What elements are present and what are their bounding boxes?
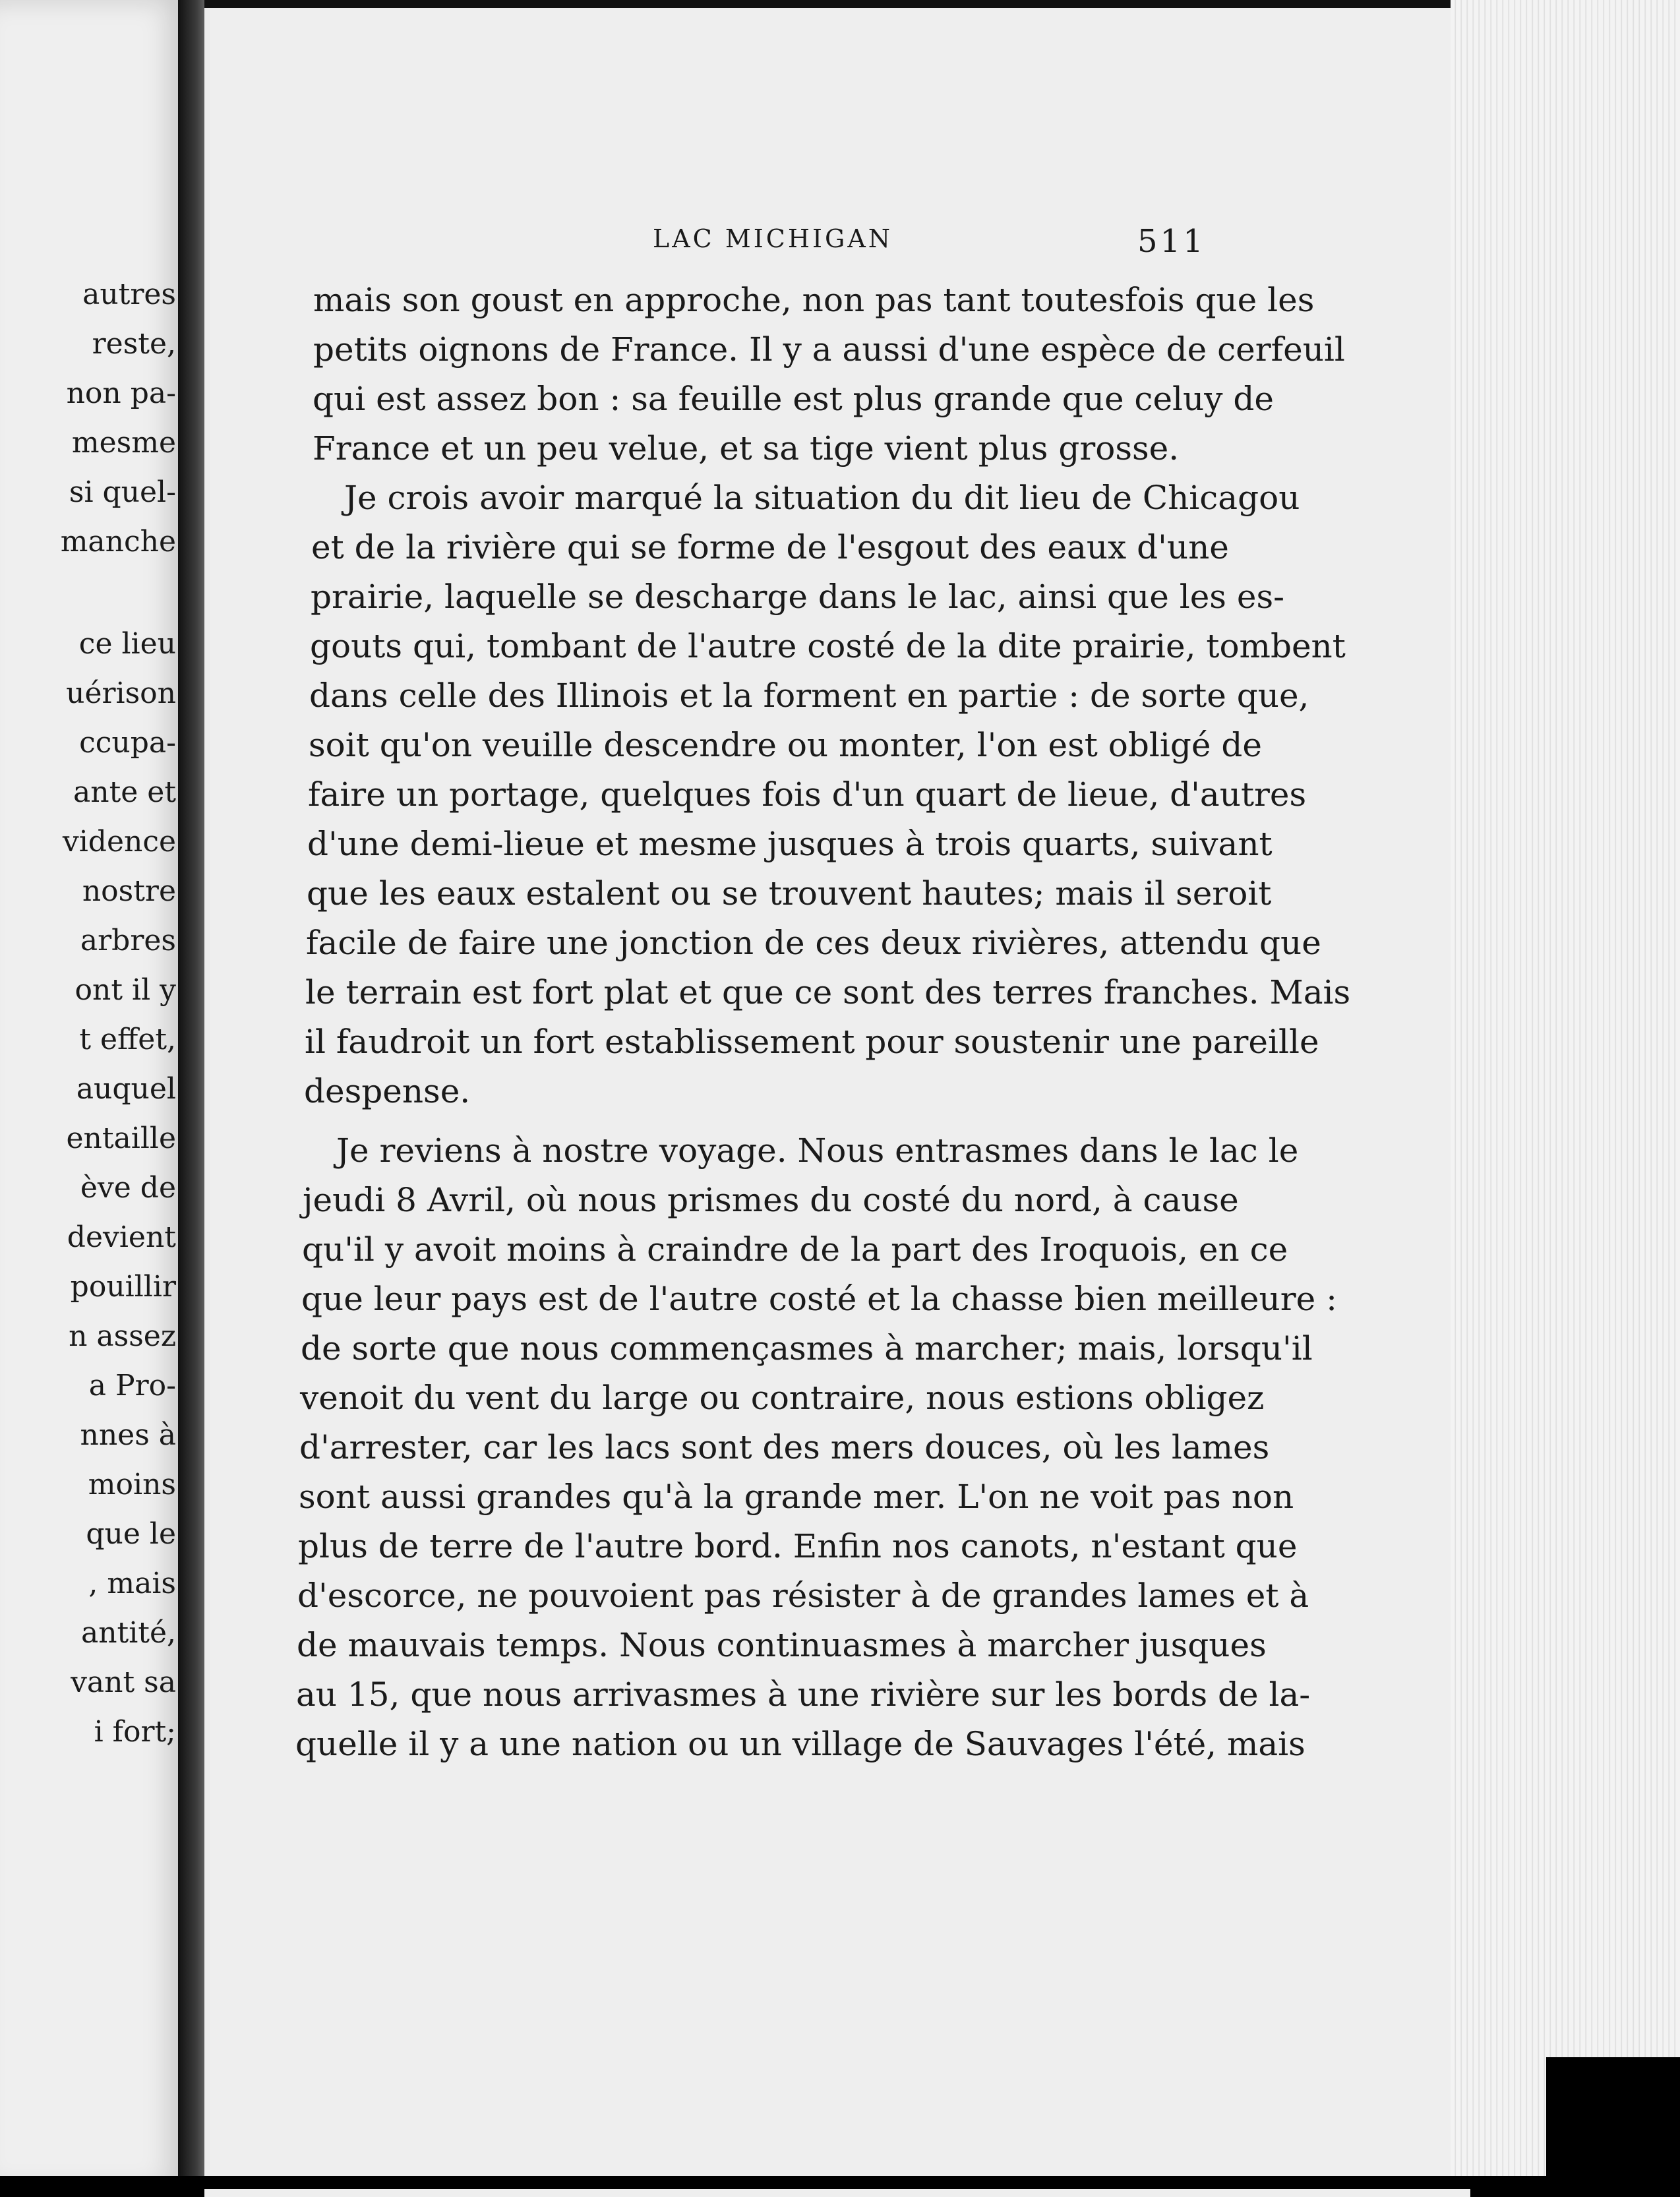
body-line: d'escorce, ne pouvoient pas résister à de grandes lames et à — [297, 1577, 1309, 1615]
body-line: dans celle des Illinois et la forment en partie : de sorte que, — [309, 677, 1309, 715]
scan-border — [0, 2176, 1680, 2189]
left-page-fragment: autres — [82, 278, 176, 311]
left-page-fragment: , mais — [88, 1567, 176, 1600]
body-line: qui est assez bon : sa feuille est plus grande que celuy de — [313, 380, 1274, 418]
left-page-fragment: ccupa- — [79, 726, 176, 760]
left-page-fragment: ont il y — [75, 973, 176, 1007]
body-line: faire un portage, quelques fois d'un quart de lieue, d'autres — [308, 775, 1307, 814]
page-edge-shadow — [1546, 2057, 1680, 2189]
body-line: sont aussi grandes qu'à la grande mer. L'on ne voit pas non — [299, 1478, 1294, 1516]
body-line: de sorte que nous commençasmes à marcher; mais, lorsqu'il — [301, 1329, 1313, 1368]
body-line: quelle il y a une nation ou un village de Sauvages l'été, mais — [295, 1725, 1305, 1763]
left-page-fragment: devient — [67, 1220, 176, 1254]
body-line: de mauvais temps. Nous continuasmes à marcher jusques — [297, 1626, 1267, 1664]
left-page-fragment: vant sa — [71, 1666, 176, 1699]
left-page-fragment: que le — [86, 1517, 176, 1551]
left-page-fragment: antité, — [80, 1616, 176, 1650]
left-page-fragment: pouillir — [70, 1270, 176, 1304]
left-page-fragment: i fort; — [94, 1715, 176, 1749]
left-page-fragment: si quel- — [69, 475, 176, 509]
left-page-fragment: n assez — [69, 1319, 176, 1353]
page-edges — [1451, 0, 1680, 2189]
left-page-fragment: nnes à — [80, 1418, 176, 1452]
body-line: jeudi 8 Avril, où nous prismes du costé du nord, à cause — [303, 1181, 1239, 1219]
body-line: gouts qui, tombant de l'autre costé de la dite prairie, tombent — [310, 627, 1346, 665]
body-line: facile de faire une jonction de ces deux rivières, attendu que — [306, 924, 1321, 962]
running-title: LAC MICHIGAN — [653, 224, 893, 253]
body-line: d'arrester, car les lacs sont des mers douces, où les lames — [299, 1428, 1270, 1466]
body-line: que leur pays est de l'autre costé et la chasse bien meilleure : — [301, 1280, 1337, 1318]
body-line: France et un peu velue, et sa tige vient plus grosse. — [313, 429, 1180, 467]
body-line: d'une demi-lieue et mesme jusques à trois quarts, suivant — [307, 825, 1273, 863]
body-line: petits oignons de France. Il y a aussi d'une espèce de cerfeuil — [313, 330, 1345, 369]
body-line: Je reviens à nostre voyage. Nous entrasmes dans le lac le — [336, 1131, 1299, 1170]
left-page-fragment: entaille — [66, 1122, 176, 1155]
left-page-fragment: ante et — [73, 775, 176, 809]
body-line: Je crois avoir marqué la situation du dit lieu de Chicagou — [344, 479, 1300, 517]
body-line: mais son goust en approche, non pas tant toutesfois que les — [313, 281, 1315, 319]
body-line: plus de terre de l'autre bord. Enfin nos canots, n'estant que — [298, 1527, 1298, 1565]
body-line: que les eaux estalent ou se trouvent hautes; mais il seroit — [307, 874, 1272, 913]
left-page-fragment: auquel — [76, 1072, 176, 1106]
left-page-fragment: moins — [88, 1468, 176, 1501]
left-page-fragment: non pa- — [66, 376, 176, 410]
left-page-fragment: arbres — [80, 924, 176, 957]
left-page-fragment: mesme — [71, 426, 176, 460]
left-page-fragment: vidence — [62, 825, 176, 858]
left-page — [0, 0, 197, 2189]
left-page-fragment: a Pro- — [88, 1369, 176, 1402]
left-page-fragment: uérison — [66, 677, 176, 710]
body-line: il faudroit un fort establissement pour soustenir une pareille — [305, 1023, 1319, 1061]
body-line: venoit du vent du large ou contraire, nous estions obligez — [300, 1379, 1265, 1417]
body-line: et de la rivière qui se forme de l'esgout des eaux d'une — [311, 528, 1229, 566]
page-number: 511 — [1137, 223, 1206, 260]
left-page-fragment: nostre — [82, 874, 176, 908]
body-line: prairie, laquelle se descharge dans le lac, ainsi que les es- — [311, 578, 1285, 616]
body-line: qu'il y avoit moins à craindre de la part des Iroquois, en ce — [302, 1230, 1288, 1269]
left-page-fragment: ève de — [80, 1171, 176, 1205]
body-line: despense. — [304, 1072, 471, 1110]
left-page-fragment: reste, — [92, 327, 176, 361]
body-line: le terrain est fort plat et que ce sont des terres franches. Mais — [305, 973, 1351, 1011]
left-page-fragment: manche — [60, 525, 176, 558]
left-page-fragment: t effet, — [79, 1023, 176, 1056]
body-line: au 15, que nous arrivasmes à une rivière sur les bords de la- — [296, 1675, 1311, 1714]
left-page-fragment: ce lieu — [78, 627, 176, 661]
body-line: soit qu'on veuille descendre ou monter, l'on est obligé de — [309, 726, 1262, 764]
